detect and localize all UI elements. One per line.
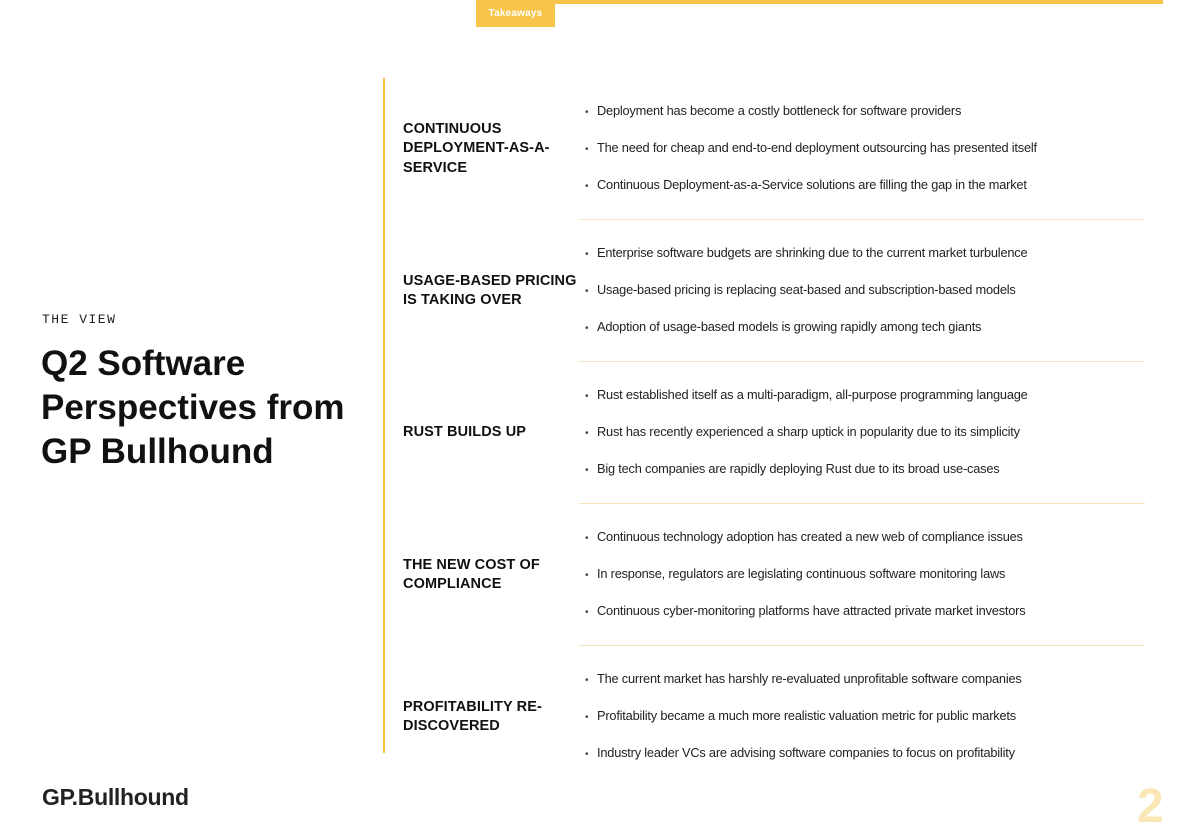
bullet-icon: • — [585, 712, 589, 723]
bullet-icon: • — [585, 607, 589, 618]
bullet-item — [585, 279, 1027, 303]
takeaway-section — [403, 646, 1148, 788]
takeaways-list — [403, 78, 1148, 788]
bullet-list — [581, 384, 1028, 482]
bullet-text: Enterprise software budgets are shrinking due to the current market turbulence — [597, 245, 1028, 260]
eyebrow-label: THE VIEW — [42, 312, 117, 327]
bullet-list — [581, 668, 1022, 766]
bullet-icon: • — [585, 107, 589, 118]
takeaway-section — [403, 78, 1148, 220]
bullet-text: Deployment has become a costly bottleneck for software providers — [597, 103, 962, 118]
bullet-item — [585, 137, 1037, 161]
bullet-icon: • — [585, 675, 589, 686]
bullet-icon: • — [585, 323, 589, 334]
bullet-text: Profitability became a much more realistic valuation metric for public markets — [597, 708, 1016, 723]
bullet-item — [585, 742, 1022, 766]
bullet-text: In response, regulators are legislating continuous software monitoring laws — [597, 566, 1006, 581]
bullet-item — [585, 421, 1028, 445]
bullet-icon: • — [585, 286, 589, 297]
bullet-item — [585, 600, 1025, 624]
section-tab-takeaways: Takeaways — [476, 0, 555, 27]
bullet-text: Continuous cyber-monitoring platforms have attracted private market investors — [597, 603, 1026, 618]
bullet-item — [585, 563, 1025, 587]
page-title: Q2 Software Perspectives from GP Bullhound — [41, 344, 345, 471]
bullet-icon: • — [585, 749, 589, 760]
company-logo: GP.Bullhound — [42, 784, 189, 810]
bullet-icon: • — [585, 391, 589, 402]
bullet-text: The need for cheap and end-to-end deployment outsourcing has presented itself — [597, 140, 1037, 155]
bullet-list — [581, 242, 1027, 340]
bullet-text: Continuous Deployment-as-a-Service solutions are filling the gap in the market — [597, 177, 1027, 192]
bullet-icon: • — [585, 465, 589, 476]
takeaway-section — [403, 362, 1148, 504]
bullet-text: Rust established itself as a multi-paradigm, all-purpose programming language — [597, 387, 1028, 402]
bullet-text: Rust has recently experienced a sharp uptick in popularity due to its simplicity — [597, 424, 1020, 439]
bullet-list — [581, 526, 1025, 624]
bullet-item — [585, 705, 1022, 729]
bullet-item — [585, 458, 1028, 482]
bullet-icon: • — [585, 533, 589, 544]
section-heading: CONTINUOUS DEPLOYMENT-AS-A-SERVICE — [403, 120, 550, 176]
vertical-divider — [383, 78, 385, 753]
takeaway-section — [403, 220, 1148, 362]
bullet-text: Usage-based pricing is replacing seat-based and subscription-based models — [597, 282, 1016, 297]
bullet-icon: • — [585, 570, 589, 581]
section-heading: RUST BUILDS UP — [403, 424, 527, 441]
section-heading: PROFITABILITY RE-DISCOVERED — [403, 698, 542, 734]
bullet-text: Big tech companies are rapidly deploying Rust due to its broad use-cases — [597, 461, 1000, 476]
bullet-text: Adoption of usage-based models is growing rapidly among tech giants — [597, 319, 982, 334]
section-heading: THE NEW COST OF COMPLIANCE — [403, 556, 540, 592]
bullet-list — [581, 100, 1037, 198]
bullet-item — [585, 526, 1025, 550]
takeaway-section — [403, 504, 1148, 646]
section-heading: USAGE-BASED PRICING IS TAKING OVER — [403, 272, 577, 308]
bullet-text: The current market has harshly re-evaluated unprofitable software companies — [597, 671, 1022, 686]
bullet-icon: • — [585, 181, 589, 192]
bullet-text: Industry leader VCs are advising software companies to focus on profitability — [597, 745, 1015, 760]
bullet-item — [585, 384, 1028, 408]
bullet-text: Continuous technology adoption has created a new web of compliance issues — [597, 529, 1023, 544]
bullet-item — [585, 316, 1027, 340]
bullet-icon: • — [585, 428, 589, 439]
bullet-item — [585, 174, 1037, 198]
page-number: 2 — [1137, 780, 1164, 833]
bullet-item — [585, 100, 1037, 124]
top-accent-rule — [476, 0, 1163, 4]
bullet-icon: • — [585, 249, 589, 260]
bullet-item — [585, 242, 1027, 266]
bullet-icon: • — [585, 144, 589, 155]
bullet-item — [585, 668, 1022, 692]
